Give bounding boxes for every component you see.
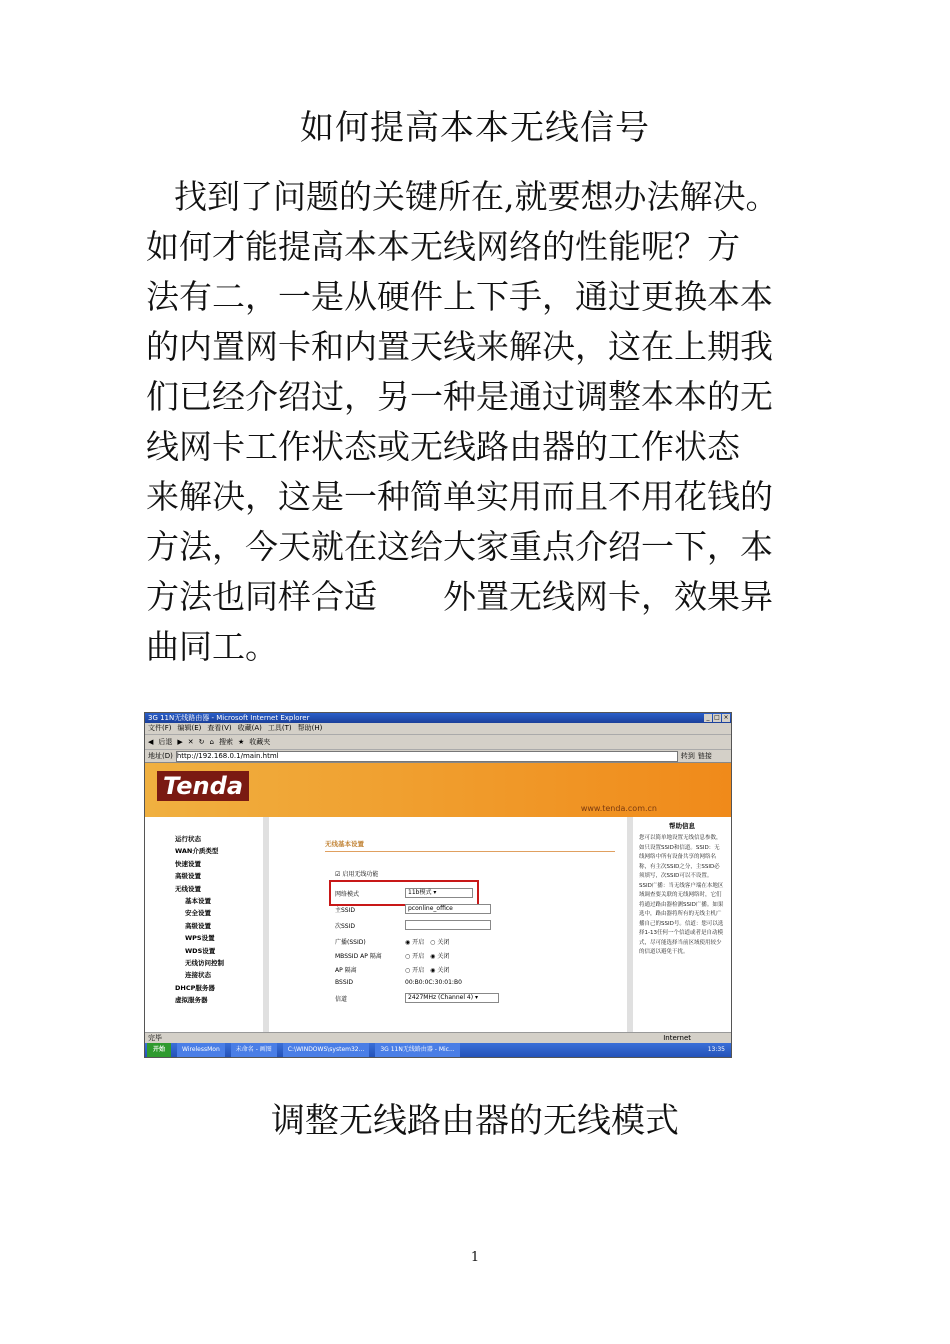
mode-select xyxy=(405,888,473,898)
menu-view: 查看(V) xyxy=(207,724,232,732)
nav-item: 高级设置 xyxy=(175,872,201,881)
menu-tools: 工具(T) xyxy=(267,724,292,732)
ssid2-label: 次SSID xyxy=(335,923,356,930)
site-url: www.tenda.com.cn xyxy=(580,804,657,813)
menu-file: 文件(F) xyxy=(148,724,172,732)
mbssid-label: MBSSID AP 隔离 xyxy=(335,953,382,960)
enable-row xyxy=(335,869,378,878)
checkbox-icon: ☑ xyxy=(335,871,341,878)
paragraph-line: 方法也同样合适 外置无线网卡，效果异 xyxy=(146,577,773,616)
enable-label: 启用无线功能 xyxy=(342,871,379,878)
status-text: 完毕 xyxy=(148,1034,162,1042)
nav-subitem: 安全设置 xyxy=(185,909,211,918)
settings-form xyxy=(295,817,625,1032)
ap-radios: ○ 开启 ◉ 关闭 xyxy=(405,967,450,974)
off-label: 关闭 xyxy=(437,939,450,946)
tenda-banner xyxy=(145,763,731,817)
close-icon: × xyxy=(723,714,729,721)
mode-value: 11b模式 xyxy=(408,889,432,896)
paragraph-line: 方法，今天就在这给大家重点介绍一下，本 xyxy=(146,527,773,566)
chevron-down-icon: ▾ xyxy=(433,889,437,896)
start-button: 开始 xyxy=(147,1043,171,1057)
chevron-down-icon: ▾ xyxy=(474,994,478,1001)
paragraph-line: 如何才能提高本本无线网络的性能呢？方 xyxy=(146,227,740,266)
document-title: 如何提高本本无线信号 xyxy=(300,108,650,148)
ssid-input: pconline_office xyxy=(405,904,491,914)
paragraph-line: 们已经介绍过，另一种是通过调整本本的无 xyxy=(146,377,773,416)
bssid-value: 00:B0:0C:30:01:B0 xyxy=(405,979,462,986)
nav-subitem: 连接状态 xyxy=(185,971,211,980)
mode-label: 网络模式 xyxy=(335,891,360,898)
paragraph-line: 的内置网卡和内置天线来解决，这在上期我 xyxy=(146,327,773,366)
nav-item: 快速设置 xyxy=(175,859,201,868)
menu-bar xyxy=(145,723,731,735)
paragraph-line: 来解决，这是一种简单实用而且不用花钱的 xyxy=(146,477,773,516)
broadcast-radios: ◉ 开启 ○ 关闭 xyxy=(405,939,450,946)
on-label: 开启 xyxy=(412,939,425,946)
nav-item: WAN介质类型 xyxy=(175,847,219,856)
paragraph-line: 线网卡工作状态或无线路由器的工作状态 xyxy=(146,427,740,466)
help-panel xyxy=(627,817,731,1032)
paragraph-line: 法有二，一是从硬件上下手，通过更换本本 xyxy=(146,277,773,316)
tenda-logo: Tenda xyxy=(157,771,249,801)
links-label: 链接 xyxy=(697,752,712,760)
body-paragraph xyxy=(146,172,814,672)
taskbar xyxy=(145,1043,731,1057)
channel-label: 信道 xyxy=(335,996,348,1003)
nav-subitem: WDS设置 xyxy=(185,946,216,955)
form-header: 无线基本设置 xyxy=(325,840,364,848)
figure-caption: 调整无线路由器的无线模式 xyxy=(271,1101,679,1141)
forward-icon: ▶ xyxy=(177,738,183,746)
nav-subitem: 高级设置 xyxy=(185,921,211,930)
home-icon: ⌂ xyxy=(209,738,214,746)
search-label: 搜索 xyxy=(218,738,233,746)
maximize-icon: □ xyxy=(714,714,720,721)
ssid-label: 主SSID xyxy=(335,907,356,914)
back-icon: ◀ xyxy=(148,738,154,746)
nav-subitem: 基本设置 xyxy=(185,896,211,905)
menu-help: 帮助(H) xyxy=(297,724,323,732)
on-label: 开启 xyxy=(412,953,425,960)
favorites-label: 收藏夹 xyxy=(249,738,271,746)
router-screenshot xyxy=(144,712,732,1058)
broadcast-label: 广播(SSID) xyxy=(335,939,366,946)
ap-label: AP 隔离 xyxy=(335,967,357,974)
mbssid-radios: ○ 开启 ◉ 关闭 xyxy=(405,953,450,960)
page-content xyxy=(145,817,731,1032)
menu-edit: 编辑(E) xyxy=(177,724,202,732)
nav-item: DHCP服务器 xyxy=(175,983,215,992)
star-icon: ★ xyxy=(237,738,245,746)
help-text: 您可以简单地设置无线信息参数，如只设置SSID和信道。SSID：无线网络中所有设备共享的网络名称，有主次SSID之分，主SSID必须填写，次SSID可以不设置。SSID广播：当无线客户端在本地区域调查要关联的无线网络时，它们将通过路由器检测SSID广播。如果选中，路由器将所有的无线主机广播自己的SSID号。信道：您可以选择1-13任何一个信道或者是自动模式，尽可能选择当前区域使用较少的信道以避免干扰。 xyxy=(639,835,724,955)
back-label: 后退 xyxy=(158,738,173,746)
nav-subitem: 无线访问控制 xyxy=(185,958,224,967)
paragraph-line: 找到了问题的关键所在,就要想办法解决。 xyxy=(174,177,779,216)
page-number: 1 xyxy=(470,1250,480,1265)
on-label: 开启 xyxy=(412,967,425,974)
address-bar xyxy=(145,750,731,763)
address-label: 地址(D) xyxy=(148,752,173,760)
channel-value: 2427MHz (Channel 4) xyxy=(408,994,474,1001)
nav-item: 无线设置 xyxy=(175,884,201,893)
task-item: 3G 11N无线路由器 - Mic... xyxy=(375,1043,459,1057)
header-divider xyxy=(325,851,615,852)
address-input: http://192.168.0.1/main.html xyxy=(176,751,678,762)
channel-select xyxy=(405,993,499,1003)
off-label: 关闭 xyxy=(437,967,450,974)
clock: 13:35 xyxy=(707,1046,725,1053)
go-label: 转到 xyxy=(680,752,695,760)
refresh-icon: ↻ xyxy=(198,738,205,746)
off-label: 关闭 xyxy=(437,953,450,960)
bssid-label: BSSID xyxy=(335,979,354,986)
browser-toolbar xyxy=(145,735,731,750)
nav-subitem: WPS设置 xyxy=(185,934,215,943)
task-item: WirelessMon xyxy=(177,1043,225,1057)
paragraph-line: 曲同工。 xyxy=(146,627,278,666)
window-titlebar xyxy=(145,713,731,723)
window-title: 3G 11N无线路由器 - Microsoft Internet Explorer xyxy=(148,714,310,722)
menu-favorites: 收藏(A) xyxy=(237,724,262,732)
help-title: 帮助信息 xyxy=(669,822,695,830)
nav-item: 运行状态 xyxy=(175,835,201,843)
ssid2-input xyxy=(405,920,491,930)
stop-icon: ✕ xyxy=(187,738,194,746)
nav-item: 虚拟服务器 xyxy=(175,996,208,1005)
task-item: 未命名 - 画图 xyxy=(231,1043,277,1057)
zone-text: Internet xyxy=(663,1034,691,1042)
task-item: C:\WINDOWS\system32... xyxy=(283,1043,370,1057)
minimize-icon: _ xyxy=(704,714,712,722)
left-nav xyxy=(145,817,269,1033)
